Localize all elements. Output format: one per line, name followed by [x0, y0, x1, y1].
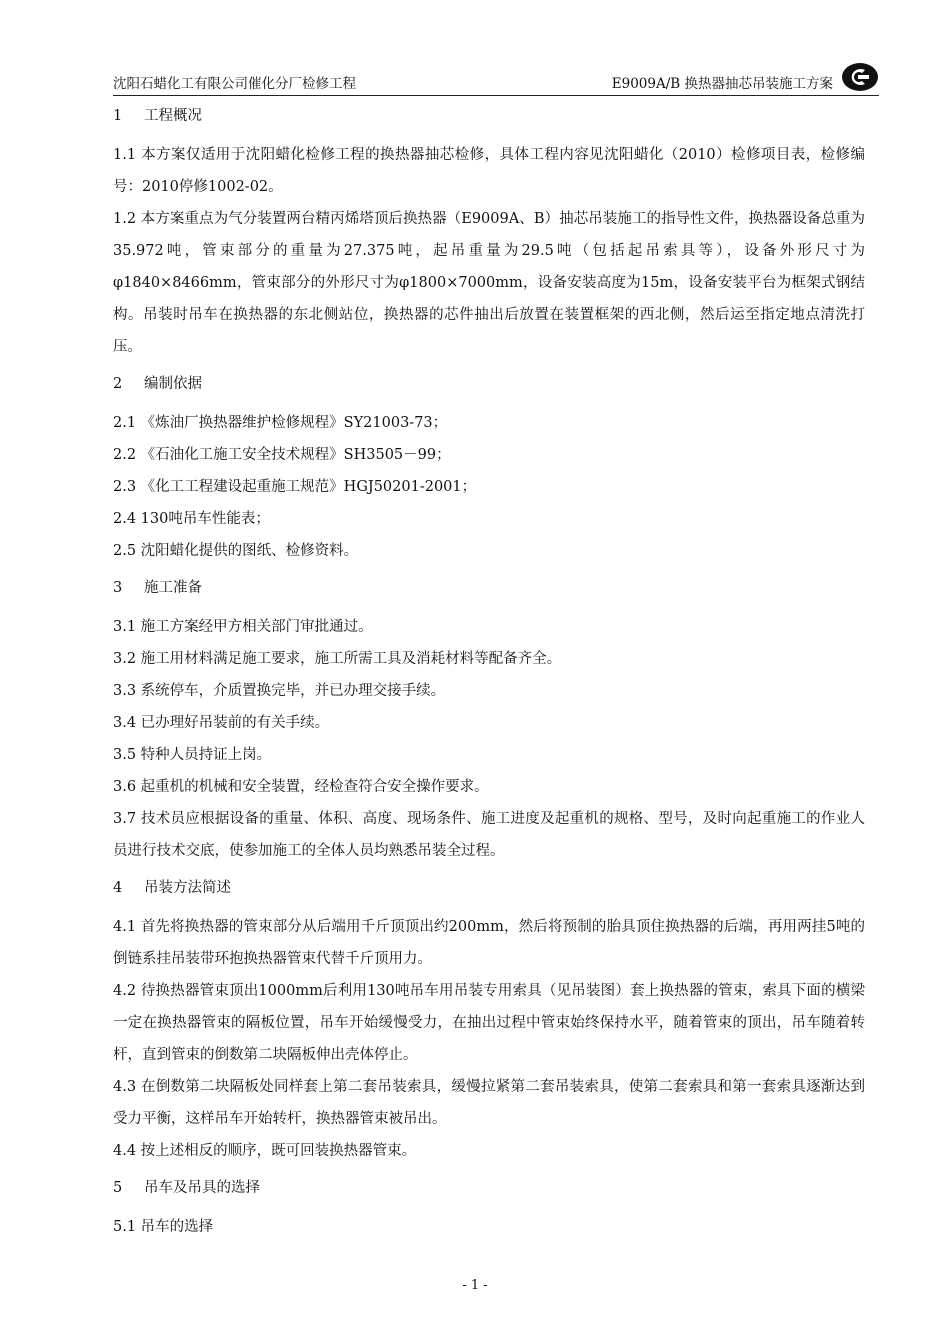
header-divider	[113, 95, 879, 96]
header-document-title: E9009A/B 换热器抽芯吊装施工方案	[611, 76, 833, 92]
paragraph: 3.7 技术员应根据设备的重量、体积、高度、现场条件、施工进度及起重机的规格、型号，及时向起重施工的作业人员进行技术交底，使参加施工的全体人员均熟悉吊装全过程。	[113, 811, 865, 859]
page-number: - 1 -	[462, 1278, 488, 1293]
paragraph: 3.5 特种人员持证上岗。	[113, 747, 272, 763]
paragraph: 4.4 按上述相反的顺序，既可回装换热器管束。	[113, 1143, 417, 1159]
paragraph: 3.2 施工用材料满足施工要求，施工所需工具及消耗材料等配备齐全。	[113, 651, 562, 667]
paragraph: 2.2 《石油化工施工安全技术规程》SH3505－99；	[113, 447, 451, 463]
paragraph: 1.1 本方案仅适用于沈阳蜡化检修工程的换热器抽芯检修，具体工程内容见沈阳蜡化（2010）检修项目表，检修编号：2010停修1002-02。	[113, 147, 865, 195]
paragraph: 2.4 130吨吊车性能表；	[113, 511, 270, 527]
section-heading: 2 编制依据	[113, 376, 202, 392]
paragraph: 3.4 已办理好吊装前的有关手续。	[113, 715, 330, 731]
paragraph: 2.3 《化工工程建设起重施工规范》HGJ50201-2001；	[113, 479, 477, 495]
document-body	[113, 105, 865, 1243]
section-heading: 5 吊车及吊具的选择	[113, 1180, 260, 1196]
section-heading: 1 工程概况	[113, 108, 202, 124]
section-heading: 4 吊装方法简述	[113, 880, 231, 896]
page-header	[113, 66, 879, 96]
paragraph: 3.6 起重机的机械和安全装置，经检查符合安全操作要求。	[113, 779, 489, 795]
section-heading: 3 施工准备	[113, 580, 202, 596]
paragraph: 5.1 吊车的选择	[113, 1219, 214, 1235]
paragraph: 4.3 在倒数第二块隔板处同样套上第二套吊装索具，缓慢拉紧第二套吊装索具，使第二套索具和第一套索具逐渐达到受力平衡，这样吊车开始转杆，换热器管束被吊出。	[113, 1079, 865, 1127]
paragraph: 3.3 系统停车，介质置换完毕，并已办理交接手续。	[113, 683, 446, 699]
paragraph: 1.2 本方案重点为气分装置两台精丙烯塔顶后换热器（E9009A、B）抽芯吊装施工的指导性文件，换热器设备总重为35.972吨，管束部分的重量为27.375吨，起吊重量为29.5吨（包括起吊索具等），设备外形尺寸为φ1840×8466mm，管束部分的外形尺寸为φ1800×7000mm，设备安装高度为15m，设备安装平台为框架式钢结构。吊装时吊车在换热器的东北侧站位，换热器的芯件抽出后放置在装置框架的西北侧，然后运至指定地点清洗打压。	[113, 211, 865, 355]
company-logo-icon	[841, 62, 879, 92]
paragraph: 4.2 待换热器管束顶出1000mm后利用130吨吊车用吊装专用索具（见吊装图）套上换热器的管束，索具下面的横梁一定在换热器管束的隔板位置，吊车开始缓慢受力，在抽出过程中管束始终保持水平，随着管束的顶出，吊车随着转杆，直到管束的倒数第二块隔板伸出壳体停止。	[113, 983, 865, 1063]
paragraph: 4.1 首先将换热器的管束部分从后端用千斤顶顶出约200mm，然后将预制的胎具顶住换热器的后端，再用两挂5吨的倒链系挂吊装带环抱换热器管束代替千斤顶用力。	[113, 919, 865, 967]
paragraph: 3.1 施工方案经甲方相关部门审批通过。	[113, 619, 373, 635]
paragraph: 2.1 《炼油厂换热器维护检修规程》SY21003-73；	[113, 415, 448, 431]
header-company: 沈阳石蜡化工有限公司催化分厂检修工程	[113, 76, 356, 92]
paragraph: 2.5 沈阳蜡化提供的图纸、检修资料。	[113, 543, 359, 559]
